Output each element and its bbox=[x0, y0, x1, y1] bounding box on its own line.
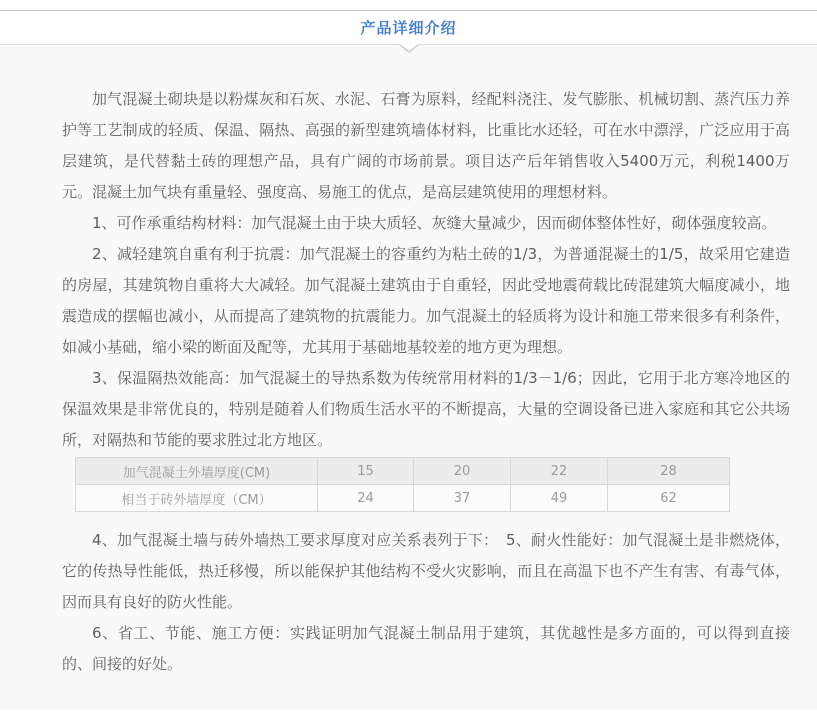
table-cell: 22 bbox=[511, 458, 608, 485]
feature-paragraph-1: 1、可作承重结构材料：加气混凝土由于块大质轻、灰缝大量减少，因而砌体整体性好，砌体强度较高。 bbox=[92, 214, 777, 232]
table-cell: 28 bbox=[608, 458, 730, 485]
section-header bbox=[0, 10, 817, 44]
table-row-label: 相当于砖外墙厚度（CM） bbox=[76, 485, 318, 512]
page-title: 产品详细介绍 bbox=[360, 19, 457, 37]
table-row-label: 加气混凝土外墙厚度(CM) bbox=[76, 458, 318, 485]
product-detail-body bbox=[0, 44, 817, 710]
wall-thickness-table bbox=[75, 457, 730, 512]
table-row bbox=[76, 485, 730, 512]
table-cell: 62 bbox=[608, 485, 730, 512]
table-cell: 20 bbox=[414, 458, 511, 485]
feature-paragraph-4-5: 4、加气混凝土墙与砖外墙热工要求厚度对应关系表列于下： 5、耐火性能好：加气混凝土是非燃烧体，它的传热导性能低，热迁移慢，所以能保护其他结构不受火灾影响，而且在高温下也不产生有害、有毒气体，因而具有良好的防火性能。 bbox=[62, 531, 790, 611]
header-notch-triangle bbox=[399, 45, 419, 53]
table-cell: 49 bbox=[511, 485, 608, 512]
table-cell: 37 bbox=[414, 485, 511, 512]
table-cell: 24 bbox=[318, 485, 414, 512]
feature-paragraph-6: 6、省工、节能、施工方便：实践证明加气混凝土制品用于建筑，其优越性是多方面的，可以得到直接的、间接的好处。 bbox=[62, 624, 790, 673]
intro-paragraph: 加气混凝土砌块是以粉煤灰和石灰、水泥、石膏为原料，经配料浇注、发气膨胀、机械切割、蒸汽压力养护等工艺制成的轻质、保温、隔热、高强的新型建筑墙体材料，比重比水还轻，可在水中漂浮，广泛应用于高层建筑，是代替黏土砖的理想产品，具有广阔的市场前景。项目达产后年销售收入5400万元，利税1400万元。混凝土加气块有重量轻、强度高、易施工的优点，是高层建筑使用的理想材料。 bbox=[62, 90, 790, 201]
feature-paragraph-3: 3、保温隔热效能高：加气混凝土的导热系数为传统常用材料的1/3－1/6；因此，它用于北方寒冷地区的保温效果是非常优良的，特别是随着人们物质生活水平的不断提高，大量的空调设备已进入家庭和其它公共场所，对隔热和节能的要求胜过北方地区。 bbox=[62, 369, 790, 449]
feature-paragraph-2: 2、减轻建筑自重有利于抗震：加气混凝土的容重约为粘土砖的1/3，为普通混凝土的1/5，故采用它建造的房屋，其建筑物自重将大大减轻。加气混凝土建筑由于自重轻，因此受地震荷载比砖混建筑大幅度减小，地震造成的摆幅也减小，从而提高了建筑物的抗震能力。加气混凝土的轻质将为设计和施工带来很多有利条件，如减小基础，缩小梁的断面及配等，尤其用于基础地基较差的地方更为理想。 bbox=[62, 245, 790, 356]
table-row bbox=[76, 458, 730, 485]
table-cell: 15 bbox=[318, 458, 414, 485]
top-whitespace bbox=[0, 0, 817, 10]
